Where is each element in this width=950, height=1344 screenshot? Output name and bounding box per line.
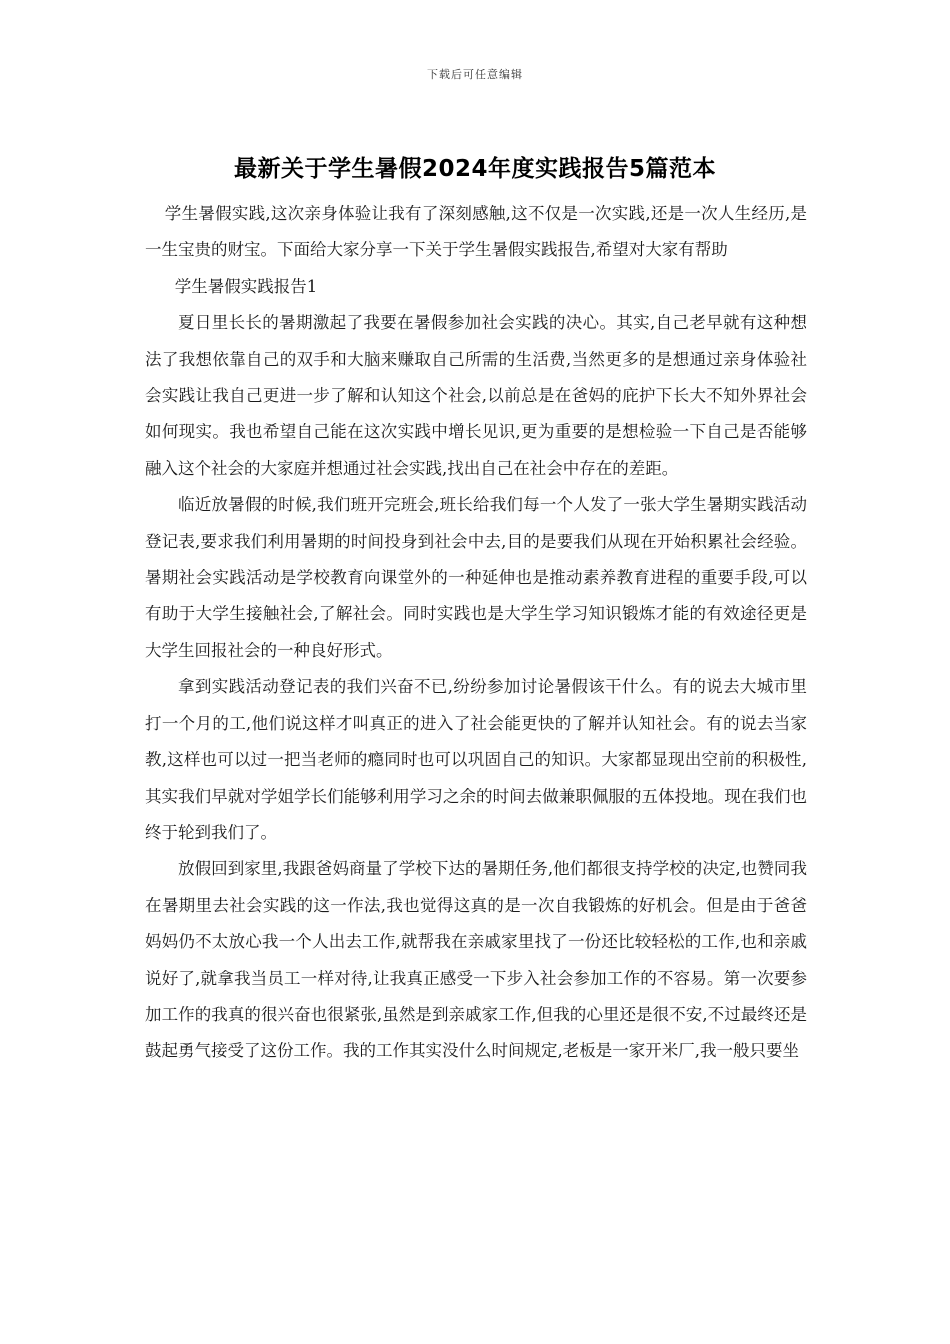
body-paragraph: 临近放暑假的时候,我们班开完班会,班长给我们每一个人发了一张大学生暑期实践活动登记表,要求我们利用暑期的时间投身到社会中去,目的是要我们从现在开始积累社会经验。暑期社会实践活动是学校教育向课堂外的一种延伸也是推动素养教育进程的重要手段,可以有助于大学生接触社会,了解社会。同时实践也是大学生学习知识锻炼才能的有效途径更是大学生回报社会的一种良好形式。 xyxy=(145,495,807,660)
header-note: 下载后可任意编辑 xyxy=(427,68,523,81)
body-paragraph: 拿到实践活动登记表的我们兴奋不已,纷纷参加讨论暑假该干什么。有的说去大城市里打一个月的工,他们说这样才叫真正的进入了社会能更快的了解并认知社会。有的说去当家教,这样也可以过一把当老师的瘾同时也可以巩固自己的知识。大家都显现出空前的积极性,其实我们早就对学姐学长们能够利用学习之余的时间去做兼职佩服的五体投地。现在我们也终于轮到我们了。 xyxy=(145,677,807,842)
body-paragraph: 夏日里长长的暑期激起了我要在暑假参加社会实践的决心。其实,自己老早就有这种想法了我想依靠自己的双手和大脑来赚取自己所需的生活费,当然更多的是想通过亲身体验社会实践让我自己更进一步了解和认知这个社会,以前总是在爸妈的庇护下长大不知外界社会如何现实。我也希望自己能在这次实践中增长见识,更为重要的是想检验一下自己是否能够融入这个社会的大家庭并想通过社会实践,找出自己在社会中存在的差距。 xyxy=(145,313,807,478)
intro-paragraph: 学生暑假实践,这次亲身体验让我有了深刻感触,这不仅是一次实践,还是一次人生经历,是一生宝贵的财宝。下面给大家分享一下关于学生暑假实践报告,希望对大家有帮助 xyxy=(145,204,807,260)
document-title: 最新关于学生暑假2024年度实践报告5篇范本 xyxy=(233,156,717,182)
document-body xyxy=(145,196,807,1070)
body-paragraph: 放假回到家里,我跟爸妈商量了学校下达的暑期任务,他们都很支持学校的决定,也赞同我在暑期里去社会实践的这一作法,我也觉得这真的是一次自我锻炼的好机会。但是由于爸爸妈妈仍不太放心我一个人出去工作,就帮我在亲戚家里找了一份还比较轻松的工作,也和亲戚说好了,就拿我当员工一样对待,让我真正感受一下步入社会参加工作的不容易。第一次要参加工作的我真的很兴奋也很紧张,虽然是到亲戚家工作,但我的心里还是很不安,不过最终还是鼓起勇气接受了这份工作。我的工作其实没什么时间规定,老板是一家开米厂,我一般只要坐 xyxy=(145,859,807,1061)
section-heading: 学生暑假实践报告1 xyxy=(174,276,318,296)
